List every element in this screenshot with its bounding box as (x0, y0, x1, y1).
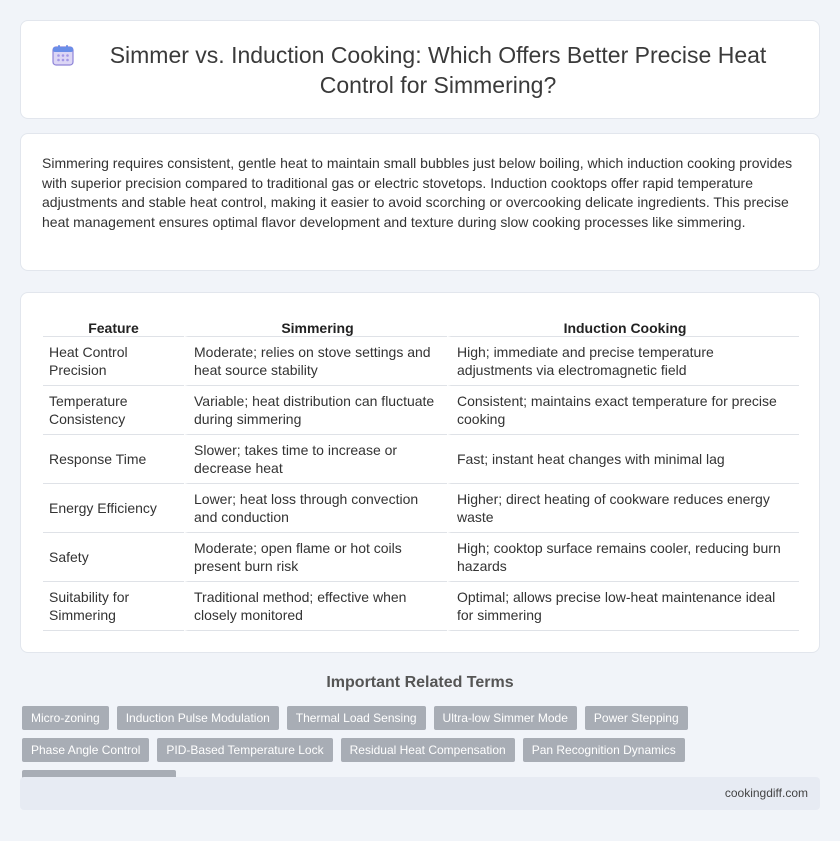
footer-site-link[interactable]: cookingdiff.com (724, 786, 808, 800)
table-row (43, 533, 799, 582)
related-term-tag[interactable]: PID-Based Temperature Lock (157, 738, 332, 762)
comparison-card (20, 292, 820, 653)
header-simmering: Simmering (184, 313, 447, 337)
table-row (43, 435, 799, 484)
related-term-tag[interactable]: Induction Pulse Modulation (117, 706, 279, 730)
related-terms-title: Important Related Terms (326, 674, 514, 691)
related-term-tag[interactable]: Micro-zoning (22, 706, 109, 730)
row-induction: Consistent; maintains exact temperature for precise cooking (447, 386, 799, 435)
row-simmering: Moderate; relies on stove settings and heat source stability (184, 337, 447, 386)
table-row (43, 337, 799, 386)
footer (20, 777, 820, 810)
row-feature: Temperature Consistency (43, 386, 184, 435)
calendar-icon (52, 44, 74, 66)
row-feature: Response Time (43, 435, 184, 484)
intro-paragraph: Simmering requires consistent, gentle heat to maintain small bubbles just below boiling, which induction cooking provides with superior precision compared to traditional gas or electric stovetops. Induction cooktops offer rapid temperature adjustments and stable heat control, making it easier to avoid scorching or overcooking delicate ingredients. This precise heat management ensures optimal flavor development and texture during slow cooking processes like simmering. (42, 155, 793, 230)
row-feature: Energy Efficiency (43, 484, 184, 533)
header-induction: Induction Cooking (447, 313, 799, 337)
related-term-tag[interactable]: Residual Heat Compensation (341, 738, 515, 762)
header-inner (52, 40, 788, 100)
comparison-table (43, 313, 799, 631)
intro-card (20, 133, 820, 271)
page-title: Simmer vs. Induction Cooking: Which Offers Better Precise Heat Control for Simmering? (109, 41, 767, 98)
row-feature: Safety (43, 533, 184, 582)
related-term-tag[interactable]: Phase Angle Control (22, 738, 149, 762)
row-simmering: Traditional method; effective when closely monitored (184, 582, 447, 631)
row-simmering: Lower; heat loss through convection and conduction (184, 484, 447, 533)
related-term-tag[interactable]: Power Stepping (585, 706, 688, 730)
header-feature: Feature (43, 313, 184, 337)
table-header-row (43, 313, 799, 337)
row-induction: Optimal; allows precise low-heat maintenance ideal for simmering (447, 582, 799, 631)
row-feature: Suitability for Simmering (43, 582, 184, 631)
row-simmering: Variable; heat distribution can fluctuate during simmering (184, 386, 447, 435)
row-simmering: Slower; takes time to increase or decrease heat (184, 435, 447, 484)
header-card (20, 20, 820, 119)
row-simmering: Moderate; open flame or hot coils present burn risk (184, 533, 447, 582)
table-row (43, 484, 799, 533)
related-term-tag[interactable]: Pan Recognition Dynamics (523, 738, 685, 762)
table-row (43, 582, 799, 631)
row-induction: Fast; instant heat changes with minimal lag (447, 435, 799, 484)
row-feature: Heat Control Precision (43, 337, 184, 386)
row-induction: Higher; direct heating of cookware reduces energy waste (447, 484, 799, 533)
row-induction: High; cooktop surface remains cooler, reducing burn hazards (447, 533, 799, 582)
related-term-tag[interactable]: Ultra-low Simmer Mode (434, 706, 577, 730)
table-row (43, 386, 799, 435)
row-induction: High; immediate and precise temperature adjustments via electromagnetic field (447, 337, 799, 386)
related-term-tag[interactable]: Thermal Load Sensing (287, 706, 426, 730)
